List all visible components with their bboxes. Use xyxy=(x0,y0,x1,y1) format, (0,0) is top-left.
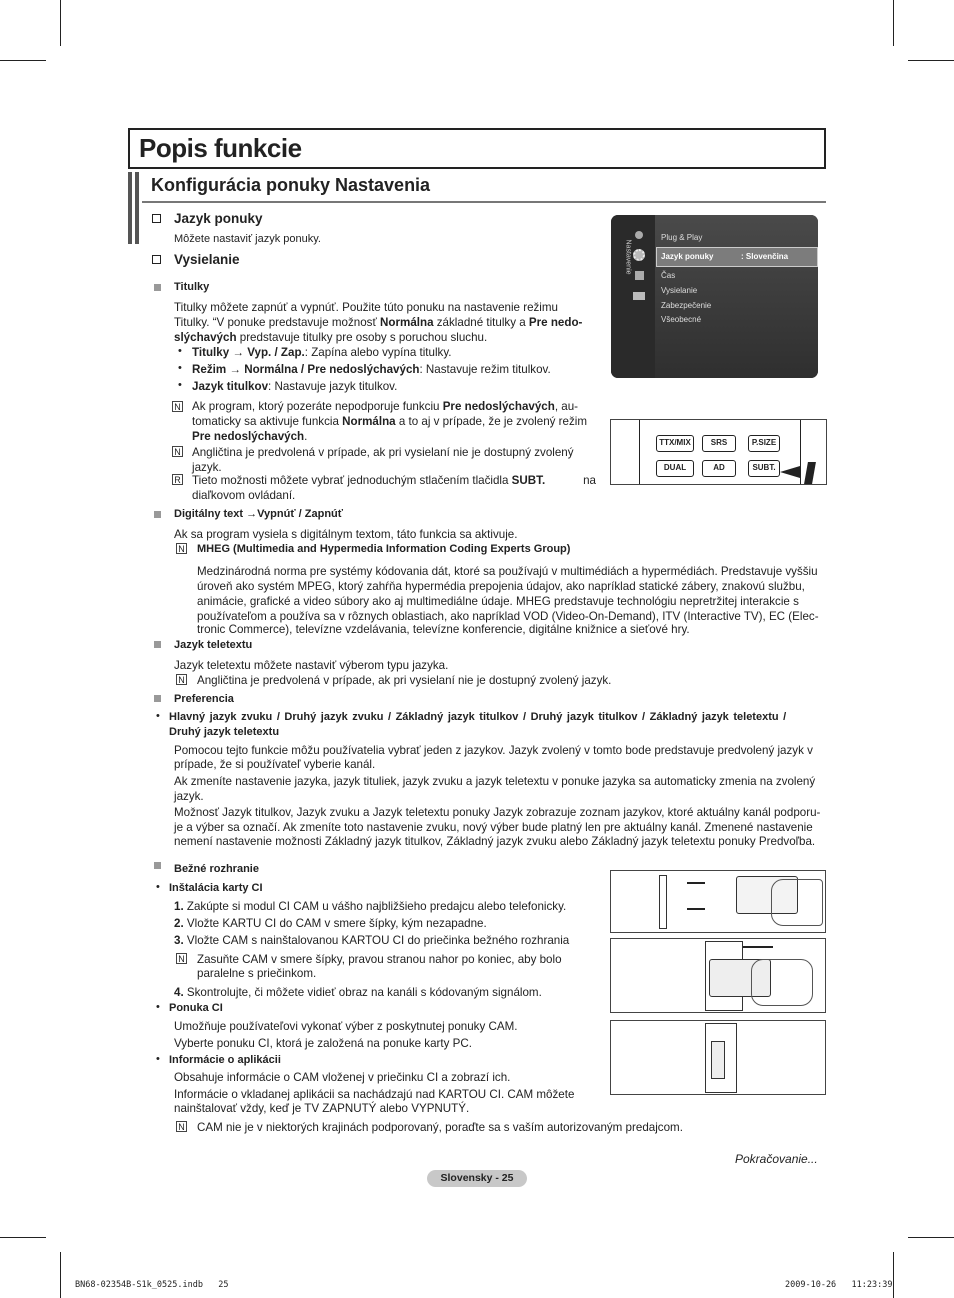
subt-button: SUBT. xyxy=(748,460,780,477)
footer-date: 2009-10-26 11:23:39 xyxy=(785,1280,893,1290)
step: 3. Vložte CAM s nainštalovanou KARTOU CI do priečinka bežného rozhrania xyxy=(174,934,570,947)
text: nainštalovať vždy, keď je TV ZAPNUTÝ alebo VYPNUTÝ. xyxy=(174,1102,470,1115)
page-title: Popis funkcie xyxy=(139,133,302,163)
note-text: tomaticky sa aktivuje funkcia Normálna a to aj v prípade, že je zvolený režim xyxy=(192,415,588,428)
note-text: paralelne s priečinkom. xyxy=(197,967,317,980)
step: 1. Zakúpte si modul CI CAM u vášho najbližšieho predajcu alebo telefonicky. xyxy=(174,900,567,913)
subheading-preferencia: Preferencia xyxy=(174,693,234,705)
antenna-icon xyxy=(635,271,644,280)
text: je a výber sa označí. Ak zmeníte toto nastavenie zvuku, nový výber bude platný len pre aktuálny kanál. Zmenené nastavenie xyxy=(174,821,813,834)
note-text: Pre nedoslýchavých. xyxy=(192,430,308,443)
text: Ponuka CI xyxy=(169,1002,223,1014)
square-bullet-icon xyxy=(154,641,161,648)
menu-item: Všeobecné xyxy=(661,315,702,324)
note-heading: MHEG (Multimedia and Hypermedia Information Coding Experts Group) xyxy=(197,543,571,555)
note-icon: N xyxy=(176,543,187,554)
note-icon: N xyxy=(176,1121,187,1132)
ci-insert-image xyxy=(610,938,826,1013)
psize-button: P.SIZE xyxy=(748,435,780,452)
text: Titulky. “V ponuke predstavuje možnosť Normálna základné titulky a Pre nedo- xyxy=(174,316,583,329)
text: Vyberte ponuku CI, ktorá je založená na ponuke karty PC. xyxy=(174,1037,472,1050)
crop-mark xyxy=(908,1237,954,1238)
text: Jazyk teletextu môžete nastaviť výberom typu jazyka. xyxy=(174,659,449,672)
square-bullet-icon xyxy=(154,695,161,702)
subheading-ci: Bežné rozhranie xyxy=(174,863,259,875)
bullet: • xyxy=(156,1053,160,1065)
input-icon xyxy=(633,292,645,300)
heading-jazyk-ponuky: Jazyk ponuky xyxy=(174,211,263,226)
note-text: Ak program, ktorý pozeráte nepodporuje funkciu Pre nedoslýchavých, au- xyxy=(192,400,579,413)
crop-mark xyxy=(0,60,46,61)
section-bar xyxy=(135,172,139,244)
checkbox-icon xyxy=(152,255,161,264)
subheading-titulky: Titulky xyxy=(174,281,210,293)
menu-selected-value: : Slovenčina xyxy=(741,252,789,261)
menu-side-label: Nastavenie xyxy=(624,239,632,275)
crop-mark xyxy=(893,0,894,46)
section-underline xyxy=(142,201,826,203)
menu-screenshot xyxy=(611,215,818,378)
crop-mark xyxy=(60,1252,61,1298)
text: Obsahuje informácie o CAM vloženej v priečinku CI a zobrazí ich. xyxy=(174,1071,511,1084)
text: Jazyk titulkov: Nastavuje jazyk titulkov. xyxy=(192,380,398,393)
text: Možnosť Jazyk titulkov, Jazyk zvuku a Jazyk teletextu ponuky Jazyk zobrazuje zoznam jazykov, ktoré aktuálny kanál podporu- xyxy=(174,806,821,819)
text: prípade, že si používateľ vyberie kanál. xyxy=(174,758,376,771)
text: Titulky → Vyp. / Zap.: Zapína alebo vypína titulky. xyxy=(192,346,452,359)
section-bar xyxy=(128,172,132,244)
step: 4. Skontrolujte, či môžete vidieť obraz na kanáli s kódovaným signálom. xyxy=(174,986,542,999)
ad-button: AD xyxy=(702,460,736,477)
note-text: Tieto možnosti môžete vybrať jednoduchým stlačením tlačidla SUBT. na xyxy=(192,474,596,487)
text: Druhý jazyk teletextu xyxy=(169,726,280,738)
pointing-hand-icon xyxy=(780,466,800,478)
text: Informácie o aplikácii xyxy=(169,1054,281,1066)
note-text: Angličtina je predvolená v prípade, ak pri vysielaní nie je dostupný zvolený jazyk. xyxy=(197,674,612,687)
bullet: • xyxy=(156,1001,160,1013)
checkbox-icon xyxy=(152,214,161,223)
subheading-jazyk-teletextu: Jazyk teletextu xyxy=(174,639,253,651)
menu-item: Plug & Play xyxy=(661,233,703,242)
menu-item: Čas xyxy=(661,271,676,280)
crop-mark xyxy=(908,60,954,61)
note-text: jazyk. xyxy=(192,461,222,474)
square-bullet-icon xyxy=(154,511,161,518)
srs-button: SRS xyxy=(702,435,736,452)
note-icon: N xyxy=(176,953,187,964)
square-bullet-icon xyxy=(154,284,161,291)
crop-mark xyxy=(0,1237,46,1238)
note-icon: N xyxy=(172,446,183,457)
note-text: diaľkovom ovládaní. xyxy=(192,489,296,502)
step: 2. Vložte KARTU CI do CAM v smere šípky, kým nezapadne. xyxy=(174,917,487,930)
text: tronic Commerce), televízne vzdelávania, televízne konferencie, digitálne knižnice a sieťové hry. xyxy=(197,623,690,636)
menu-item-selected: Jazyk ponuky xyxy=(661,252,714,261)
menu-item: Vysielanie xyxy=(661,286,698,295)
bullet: • xyxy=(178,362,182,374)
text: Medzinárodná norma pre systémy kódovania dát, ktoré sa používajú v multimédiách a hypermédiách. Predstavuje vyššiu xyxy=(197,565,818,578)
text: nemení nastavenie možnosti Základný jazyk titulkov, Základný jazyk zvuku alebo Základný jazyk teletextu ponuky Predvoľba. xyxy=(174,835,816,848)
gear-icon xyxy=(633,249,645,261)
continue-text: Pokračovanie... xyxy=(735,1152,818,1166)
menu-item: Zabezpečenie xyxy=(661,301,712,310)
bullet: • xyxy=(178,379,182,391)
text: Pomocou tejto funkcie môžu používatelia vybrať jeden z jazykov. Jazyk zvolený v tomto bode predstavuje predvolený jazyk v xyxy=(174,744,813,757)
page-number-badge: Slovensky - 25 xyxy=(427,1170,527,1187)
text: Ak sa program vysiela s digitálnym textom, táto funkcia sa aktivuje. xyxy=(174,528,518,541)
heading-vysielanie: Vysielanie xyxy=(174,252,240,267)
note-icon: N xyxy=(172,401,183,412)
note-icon: N xyxy=(176,674,187,685)
text: slýchavých predstavuje titulky pre osoby s poruchou sluchu. xyxy=(174,331,488,344)
subheading-digital-text: Digitálny text →Vypnúť / Zapnúť xyxy=(174,508,344,520)
text: Inštalácia karty CI xyxy=(169,882,263,894)
text: Informácie o vkladanej aplikácii sa nachádzajú nad KARTOU CI. CAM môžete xyxy=(174,1088,575,1101)
text: používateľom a používa sa v rôznych oblastiach, ako napríklad VOD (Video-On-Demand), ITV (Interactive TV), EC (Elec- xyxy=(197,610,819,623)
text: Hlavný jazyk zvuku / Druhý jazyk zvuku / Základný jazyk titulkov / Druhý jazyk titulkov / Základný jazyk teletextu / xyxy=(169,711,787,723)
text: animácie, grafické a video súbory ako aj multimediálne údaje. MHEG predstavuje technológiu nepretržitej interakcie s xyxy=(197,595,799,608)
ttx-mix-button: TTX/MIX xyxy=(656,435,694,452)
crop-mark xyxy=(60,0,61,46)
ci-card-image xyxy=(610,870,826,933)
bullet: • xyxy=(178,345,182,357)
text: Titulky môžete zapnúť a vypnúť. Použite túto ponuku na nastavenie režimu xyxy=(174,301,558,314)
note-text: Zasuňte CAM v smere šípky, pravou stranou nahor po koniec, aby bolo xyxy=(197,953,562,966)
crop-mark xyxy=(893,1252,894,1298)
note-text: CAM nie je v niektorých krajinách podporovaný, poraďte sa s vaším autorizovaným predajcom. xyxy=(197,1121,683,1134)
text: Ak zmeníte nastavenie jazyka, jazyk tituliek, jazyk zvuku a jazyk teletextu v ponuke jazyka sa automaticky zmenia na zvolený xyxy=(174,775,816,788)
note-text: Angličtina je predvolená v prípade, ak pri vysielaní nie je dostupný zvolený xyxy=(192,446,574,459)
footer-file: BN68-02354B-S1k_0525.indb 25 xyxy=(75,1280,229,1290)
section-title: Konfigurácia ponuky Nastavenia xyxy=(151,175,431,195)
text: jazyk. xyxy=(174,790,204,803)
ci-slot-image xyxy=(610,1020,826,1095)
bullet: • xyxy=(156,881,160,893)
square-bullet-icon xyxy=(154,862,161,869)
remote-note-icon: R xyxy=(172,474,183,485)
bullet: • xyxy=(156,710,160,722)
settings-icon xyxy=(635,231,643,239)
text: úroveň ako systém MPEG, ktorý zahŕňa hypermédia prepojenia údajov, ako napríklad statické zábery, znakovú službu, xyxy=(197,580,805,593)
text: Umožňuje používateľovi vykonať výber z poskytnutej ponuky CAM. xyxy=(174,1020,518,1033)
text: Režim → Normálna / Pre nedoslýchavých: Nastavuje režim titulkov. xyxy=(192,363,551,376)
dual-button: DUAL xyxy=(656,460,694,477)
text: Môžete nastaviť jazyk ponuky. xyxy=(174,233,321,245)
